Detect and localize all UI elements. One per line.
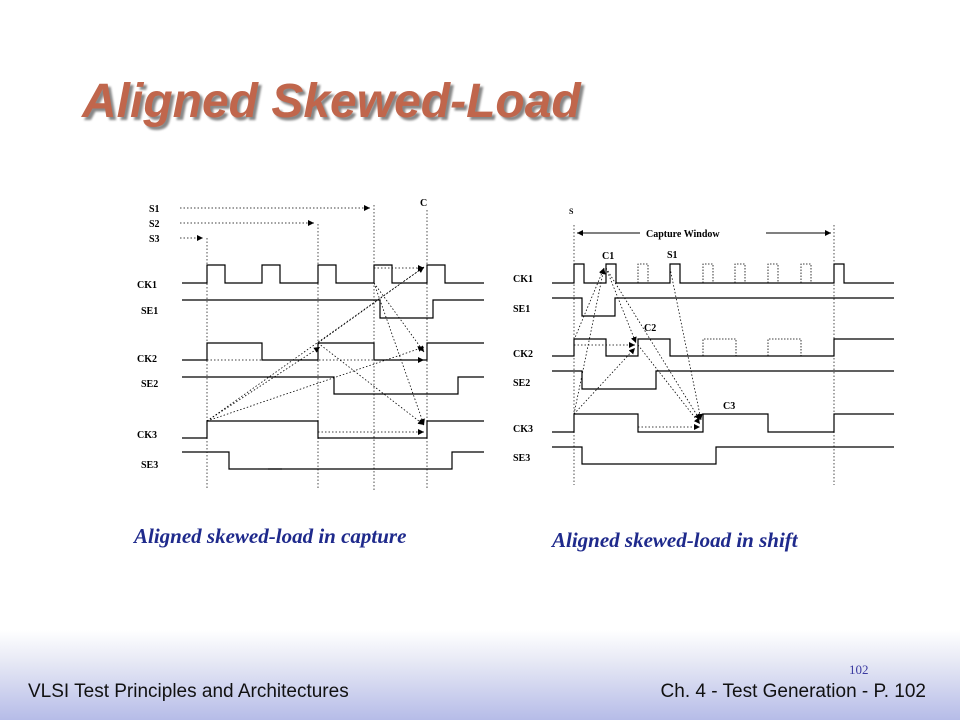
right-dependency-arrow: [638, 345, 700, 424]
right-ck3-wave: [552, 414, 894, 432]
footer-bar: [0, 630, 960, 720]
left-ck3-wave: [182, 421, 484, 438]
left-timing-diagram: [137, 198, 484, 490]
left-se3-wave: [182, 452, 484, 469]
slide-title: Aligned Skewed-Load: [82, 75, 581, 128]
left-signal-label: SE1: [141, 306, 159, 317]
footer-course-title: VLSI Test Principles and Architectures: [28, 681, 349, 702]
right-label-c1: C1: [602, 251, 615, 262]
left-signal-label: SE3: [141, 460, 159, 471]
right-label-c3: C3: [723, 401, 736, 412]
left-dependency-arrow: [374, 283, 424, 425]
right-label-s1: S1: [667, 250, 678, 261]
left-se2-wave: [182, 377, 484, 394]
left-caption: Aligned skewed-load in capture: [134, 524, 407, 548]
capture-window-label: Capture Window: [646, 229, 720, 240]
left-label-s3: S3: [149, 234, 160, 245]
left-label-c: C: [420, 198, 428, 209]
left-dependency-arrow: [207, 347, 320, 421]
right-signal-label: SE1: [513, 304, 531, 315]
right-dependency-arrow: [574, 348, 635, 414]
right-ck1-dotted-pulses: [638, 264, 811, 283]
right-ck2-wave: [552, 339, 894, 356]
right-signal-label: SE2: [513, 378, 531, 389]
right-se3-wave: [552, 447, 894, 464]
right-signal-label: CK2: [513, 349, 533, 360]
left-signal-label: SE2: [141, 379, 159, 390]
right-caption: Aligned skewed-load in shift: [552, 528, 798, 552]
left-signal-label: CK3: [137, 430, 157, 441]
right-signal-label: CK3: [513, 424, 533, 435]
right-label-s: S: [569, 207, 574, 216]
left-ck1-wave: [182, 265, 484, 283]
page-number-small: 102: [849, 662, 869, 677]
right-ck2-dotted-pulses: [703, 339, 801, 356]
left-signal-label: CK1: [137, 280, 157, 291]
right-dependency-arrow: [606, 268, 636, 343]
right-signal-label: CK1: [513, 274, 533, 285]
right-dependency-arrow: [574, 268, 604, 414]
right-se1-wave: [552, 298, 894, 316]
left-dependency-arrow: [207, 347, 424, 421]
left-dependency-arrow: [207, 267, 424, 421]
right-label-c2: C2: [644, 323, 657, 334]
right-signal-label: SE3: [513, 453, 531, 464]
right-se2-wave: [552, 371, 894, 389]
left-label-s1: S1: [149, 204, 160, 215]
right-timing-diagram: [513, 207, 894, 485]
footer-chapter-page: Ch. 4 - Test Generation - P. 102: [660, 681, 926, 702]
left-se1-wave: [182, 300, 484, 318]
right-ck1-wave: [552, 264, 894, 283]
left-signal-label: CK2: [137, 354, 157, 365]
right-dependency-arrow: [574, 268, 604, 340]
left-label-s2: S2: [149, 219, 160, 230]
left-ck2-wave: [182, 343, 484, 360]
